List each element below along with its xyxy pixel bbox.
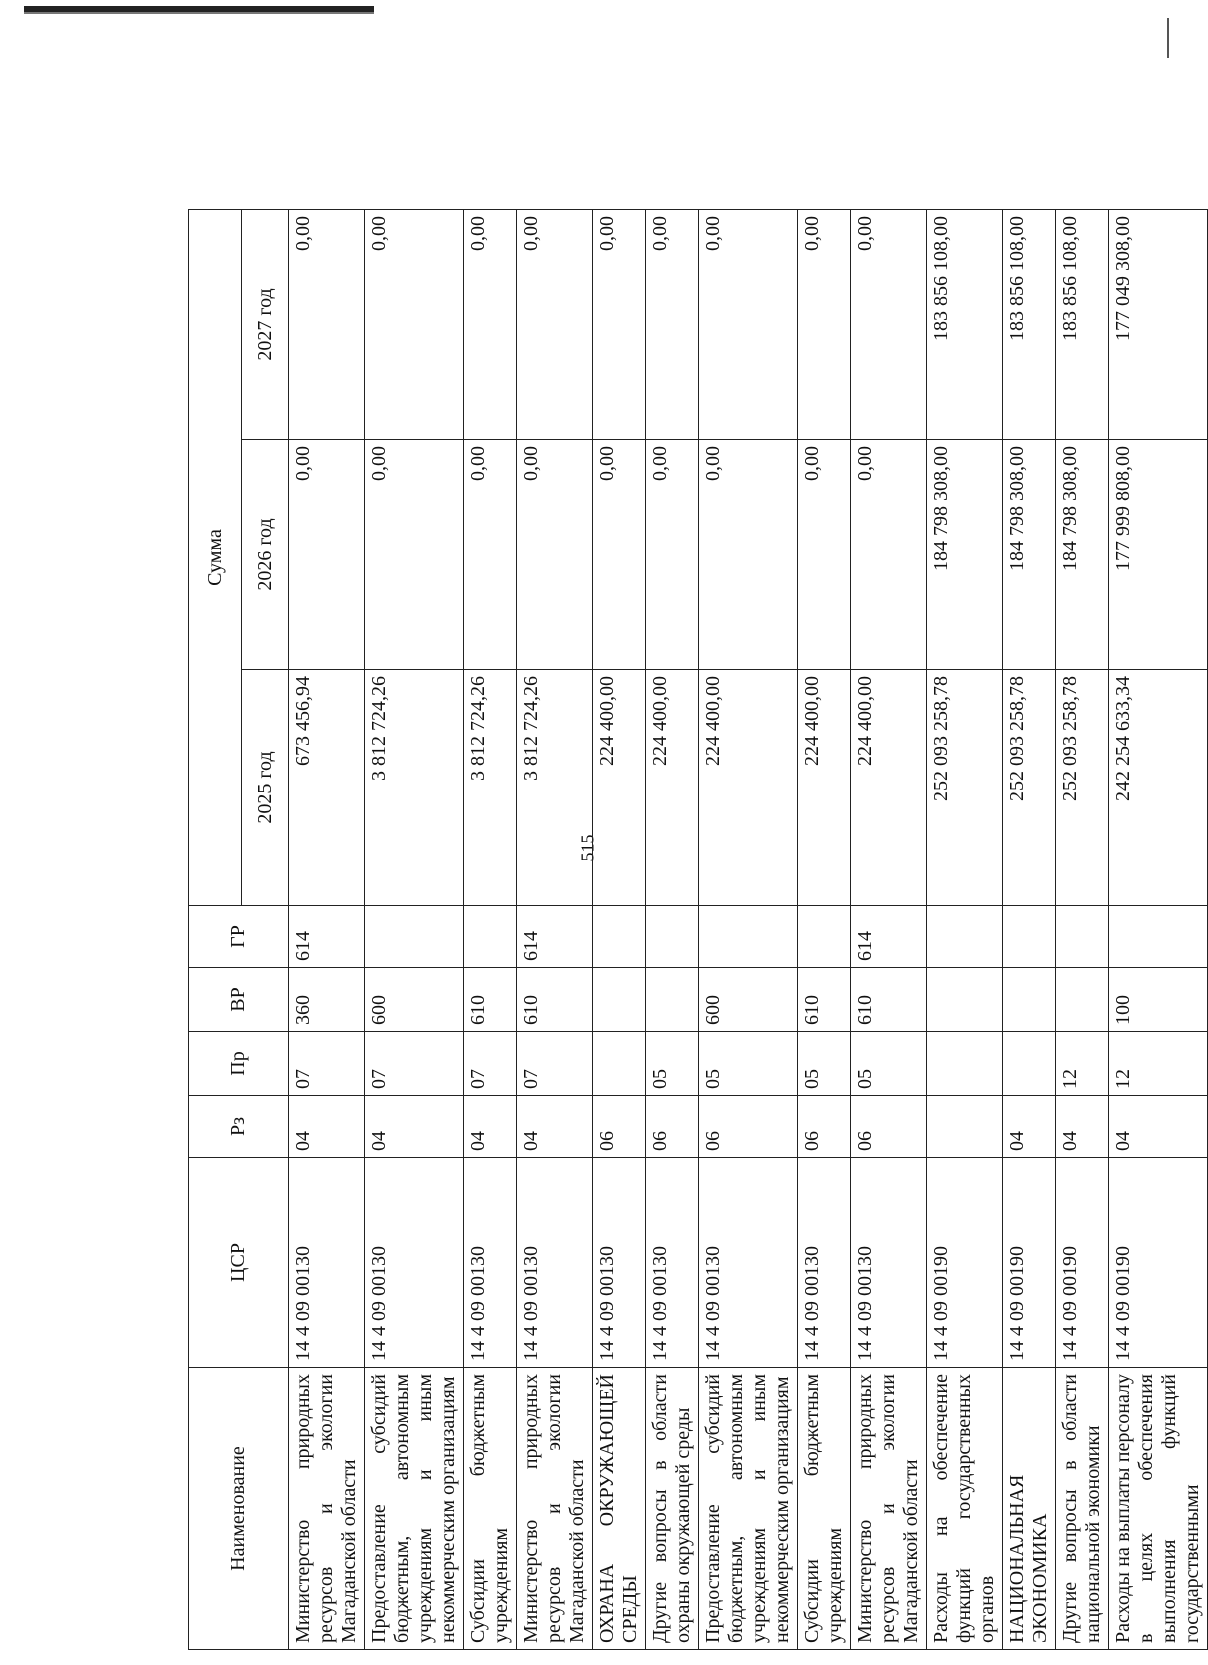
cell-2026: 0,00 <box>798 440 851 670</box>
cell-vr <box>927 968 1003 1032</box>
table-row <box>927 209 1003 1649</box>
cell-vr: 100 <box>1109 968 1208 1032</box>
cell-gr <box>798 906 851 968</box>
cell-name: ОХРАНА ОКРУЖАЮЩЕЙ СРЕДЫ <box>593 1368 646 1650</box>
cell-vr: 360 <box>289 968 365 1032</box>
table-row <box>1056 209 1109 1649</box>
cell-2026: 0,00 <box>464 440 517 670</box>
cell-csr: 14 4 09 00130 <box>593 1158 646 1368</box>
cell-name: Субсидии бюджетным учреждениям <box>798 1368 851 1650</box>
header-name: Наименование <box>189 1368 289 1650</box>
cell-gr <box>365 906 464 968</box>
cell-name: Министерство природных ресурсов и экологии Магаданской области <box>517 1368 593 1650</box>
cell-2027: 183 856 108,00 <box>1056 209 1109 439</box>
cell-2025: 3 812 724,26 <box>464 670 517 906</box>
cell-2027: 0,00 <box>464 209 517 439</box>
table-row <box>365 209 464 1649</box>
cell-rz: 04 <box>365 1096 464 1158</box>
cell-2025: 252 093 258,78 <box>1003 670 1056 906</box>
cell-vr: 600 <box>365 968 464 1032</box>
table-row <box>1109 209 1208 1649</box>
cell-csr: 14 4 09 00190 <box>927 1158 1003 1368</box>
cell-gr <box>593 906 646 968</box>
cell-vr <box>1003 968 1056 1032</box>
cell-gr <box>464 906 517 968</box>
cell-vr: 610 <box>851 968 927 1032</box>
cell-2027: 0,00 <box>699 209 798 439</box>
cell-vr: 610 <box>464 968 517 1032</box>
table-row <box>593 209 646 1649</box>
cell-2026: 0,00 <box>289 440 365 670</box>
cell-2026: 0,00 <box>646 440 699 670</box>
table-row <box>464 209 517 1649</box>
cell-2025: 224 400,00 <box>798 670 851 906</box>
cell-name: Расходы на выплаты персоналу в целях обеспечения выполнения функций государственными <box>1109 1368 1208 1650</box>
cell-pr: 12 <box>1056 1032 1109 1096</box>
cell-csr: 14 4 09 00130 <box>365 1158 464 1368</box>
scan-edge-mark <box>1167 18 1169 58</box>
cell-gr <box>646 906 699 968</box>
cell-pr <box>593 1032 646 1096</box>
cell-gr <box>1056 906 1109 968</box>
cell-2025: 673 456,94 <box>289 670 365 906</box>
cell-vr <box>646 968 699 1032</box>
header-rz: Рз <box>189 1096 289 1158</box>
cell-2026: 177 999 808,00 <box>1109 440 1208 670</box>
cell-2025: 242 254 633,34 <box>1109 670 1208 906</box>
cell-csr: 14 4 09 00190 <box>1056 1158 1109 1368</box>
cell-name: Предоставление субсидий бюджетным, автономным учреждениям и иным некоммерческим организациям <box>365 1368 464 1650</box>
cell-2027: 183 856 108,00 <box>1003 209 1056 439</box>
cell-pr: 05 <box>699 1032 798 1096</box>
cell-2026: 184 798 308,00 <box>1003 440 1056 670</box>
table-row <box>646 209 699 1649</box>
cell-2025: 224 400,00 <box>851 670 927 906</box>
cell-pr <box>1003 1032 1056 1096</box>
cell-pr: 07 <box>464 1032 517 1096</box>
cell-rz: 06 <box>646 1096 699 1158</box>
cell-pr: 05 <box>646 1032 699 1096</box>
cell-2027: 0,00 <box>289 209 365 439</box>
table-row <box>798 209 851 1649</box>
cell-vr: 610 <box>798 968 851 1032</box>
cell-pr: 07 <box>289 1032 365 1096</box>
page-number: 515 <box>577 834 598 862</box>
cell-gr: 614 <box>289 906 365 968</box>
cell-2027: 0,00 <box>365 209 464 439</box>
cell-rz: 06 <box>851 1096 927 1158</box>
cell-2026: 184 798 308,00 <box>927 440 1003 670</box>
cell-pr: 07 <box>517 1032 593 1096</box>
cell-gr <box>1003 906 1056 968</box>
cell-rz: 04 <box>1056 1096 1109 1158</box>
table-row <box>851 209 927 1649</box>
cell-csr: 14 4 09 00190 <box>1003 1158 1056 1368</box>
cell-2027: 183 856 108,00 <box>927 209 1003 439</box>
cell-rz: 04 <box>1003 1096 1056 1158</box>
cell-rz: 06 <box>699 1096 798 1158</box>
cell-2025: 252 093 258,78 <box>1056 670 1109 906</box>
cell-rz: 06 <box>593 1096 646 1158</box>
cell-2025: 3 812 724,26 <box>365 670 464 906</box>
cell-2026: 0,00 <box>365 440 464 670</box>
header-sum: Сумма <box>189 209 242 905</box>
cell-rz <box>927 1096 1003 1158</box>
cell-csr: 14 4 09 00130 <box>646 1158 699 1368</box>
cell-2026: 184 798 308,00 <box>1056 440 1109 670</box>
cell-name: Министерство природных ресурсов и экологии Магаданской области <box>289 1368 365 1650</box>
cell-2026: 0,00 <box>699 440 798 670</box>
cell-name: Другие вопросы в области национальной экономики <box>1056 1368 1109 1650</box>
header-csr: ЦСР <box>189 1158 289 1368</box>
cell-csr: 14 4 09 00130 <box>798 1158 851 1368</box>
cell-pr: 07 <box>365 1032 464 1096</box>
cell-csr: 14 4 09 00190 <box>1109 1158 1208 1368</box>
cell-2025: 224 400,00 <box>699 670 798 906</box>
table-row <box>289 209 365 1649</box>
cell-2026: 0,00 <box>851 440 927 670</box>
cell-2027: 0,00 <box>517 209 593 439</box>
cell-pr <box>927 1032 1003 1096</box>
table-row <box>699 209 798 1649</box>
cell-pr: 05 <box>798 1032 851 1096</box>
cell-rz: 06 <box>798 1096 851 1158</box>
cell-2027: 177 049 308,00 <box>1109 209 1208 439</box>
cell-pr: 12 <box>1109 1032 1208 1096</box>
cell-rz: 04 <box>517 1096 593 1158</box>
header-2025: 2025 год <box>242 670 289 906</box>
cell-gr: 614 <box>851 906 927 968</box>
cell-2025: 252 093 258,78 <box>927 670 1003 906</box>
cell-2027: 0,00 <box>646 209 699 439</box>
cell-gr <box>927 906 1003 968</box>
cell-rz: 04 <box>1109 1096 1208 1158</box>
table-row <box>1003 209 1056 1649</box>
header-2026: 2026 год <box>242 440 289 670</box>
cell-rz: 04 <box>289 1096 365 1158</box>
header-gr: ГР <box>189 906 289 968</box>
cell-gr <box>699 906 798 968</box>
header-vr: ВР <box>189 968 289 1032</box>
cell-2026: 0,00 <box>593 440 646 670</box>
cell-csr: 14 4 09 00130 <box>464 1158 517 1368</box>
rotated-page <box>188 210 1203 1650</box>
cell-name: НАЦИОНАЛЬНАЯ ЭКОНОМИКА <box>1003 1368 1056 1650</box>
cell-gr <box>1109 906 1208 968</box>
cell-vr: 600 <box>699 968 798 1032</box>
cell-csr: 14 4 09 00130 <box>699 1158 798 1368</box>
cell-2025: 3 812 724,26 <box>517 670 593 906</box>
cell-rz: 04 <box>464 1096 517 1158</box>
cell-vr <box>593 968 646 1032</box>
cell-vr <box>1056 968 1109 1032</box>
cell-2025: 224 400,00 <box>646 670 699 906</box>
scan-edge-line <box>24 12 374 14</box>
cell-pr: 05 <box>851 1032 927 1096</box>
cell-2027: 0,00 <box>593 209 646 439</box>
header-pr: Пр <box>189 1032 289 1096</box>
cell-csr: 14 4 09 00130 <box>517 1158 593 1368</box>
cell-2025: 224 400,00 <box>593 670 646 906</box>
header-2027: 2027 год <box>242 209 289 439</box>
cell-name: Министерство природных ресурсов и экологии Магаданской области <box>851 1368 927 1650</box>
cell-2027: 0,00 <box>798 209 851 439</box>
cell-2027: 0,00 <box>851 209 927 439</box>
table-row <box>517 209 593 1649</box>
cell-name: Другие вопросы в области охраны окружающей среды <box>646 1368 699 1650</box>
cell-csr: 14 4 09 00130 <box>851 1158 927 1368</box>
cell-name: Предоставление субсидий бюджетным, автономным учреждениям и иным некоммерческим организациям <box>699 1368 798 1650</box>
budget-table <box>188 209 1208 1650</box>
cell-vr: 610 <box>517 968 593 1032</box>
cell-2026: 0,00 <box>517 440 593 670</box>
cell-name: Субсидии бюджетным учреждениям <box>464 1368 517 1650</box>
cell-gr: 614 <box>517 906 593 968</box>
cell-csr: 14 4 09 00130 <box>289 1158 365 1368</box>
cell-name: Расходы на обеспечение функций государственных органов <box>927 1368 1003 1650</box>
